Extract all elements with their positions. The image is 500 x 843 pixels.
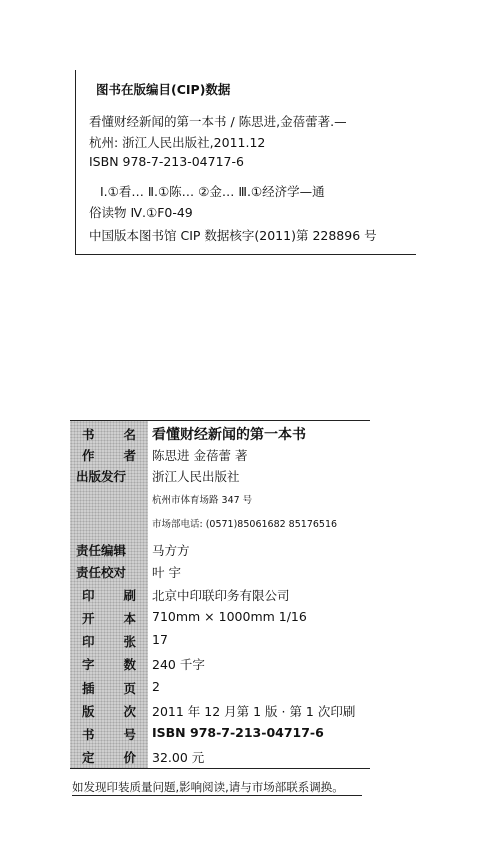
row-label: 字 数 <box>82 657 136 672</box>
cip-line-classification-1: Ⅰ.①看… Ⅱ.①陈… ②金… Ⅲ.①经济学—通 <box>100 184 325 199</box>
row-label: 版 次 <box>82 704 136 719</box>
printer-value: 北京中印联印务有限公司 <box>152 588 290 603</box>
format-value: 710mm × 1000mm 1/16 <box>152 609 307 624</box>
author-value: 陈思进 金蓓蕾 著 <box>152 448 248 463</box>
word-count-value: 240 千字 <box>152 657 205 672</box>
row-label: 责任编辑 <box>76 543 127 558</box>
book-title-value: 看懂财经新闻的第一本书 <box>152 427 306 443</box>
cip-line-publisher: 杭州: 浙江人民出版社,2011.12 <box>89 135 266 150</box>
inserts-value: 2 <box>152 679 160 694</box>
row-label: 作 者 <box>82 448 136 463</box>
row-label: 开 本 <box>82 611 136 626</box>
cip-line-record-number: 中国版本图书馆 CIP 数据核字(2011)第 228896 号 <box>89 228 377 243</box>
sheets-value: 17 <box>152 632 168 647</box>
marketing-phone: 市场部电话: (0571)85061682 85176516 <box>152 519 338 530</box>
price-value: 32.00 元 <box>152 750 205 765</box>
editor-value: 马方方 <box>152 543 190 558</box>
cip-line-title-author: 看懂财经新闻的第一本书 / 陈思进,金蓓蕾著.— <box>89 114 347 129</box>
cip-title: 图书在版编目(CIP)数据 <box>96 82 231 97</box>
cip-data-block <box>75 70 416 255</box>
row-label: 插 页 <box>82 681 136 696</box>
row-label: 书 号 <box>82 727 136 742</box>
publisher-address: 杭州市体育场路 347 号 <box>152 495 253 506</box>
cip-line-classification-2: 俗读物 Ⅳ.①F0-49 <box>89 205 193 220</box>
row-label: 印 刷 <box>82 588 136 603</box>
row-label: 定 价 <box>82 750 136 765</box>
isbn-value: ISBN 978-7-213-04717-6 <box>152 725 324 740</box>
edition-value: 2011 年 12 月第 1 版 · 第 1 次印刷 <box>152 704 356 719</box>
colophon-table <box>70 420 370 769</box>
row-label: 书 名 <box>82 427 136 442</box>
cip-line-isbn: ISBN 978-7-213-04717-6 <box>89 154 244 169</box>
publisher-value: 浙江人民出版社 <box>152 469 240 484</box>
proofreader-value: 叶 宇 <box>152 565 181 580</box>
row-label: 出版发行 <box>76 469 127 484</box>
row-label: 印 张 <box>82 634 136 649</box>
quality-notice: 如发现印装质量问题,影响阅读,请与市场部联系调换。 <box>72 780 344 794</box>
row-label: 责任校对 <box>76 565 127 580</box>
notice-underline <box>72 795 362 796</box>
